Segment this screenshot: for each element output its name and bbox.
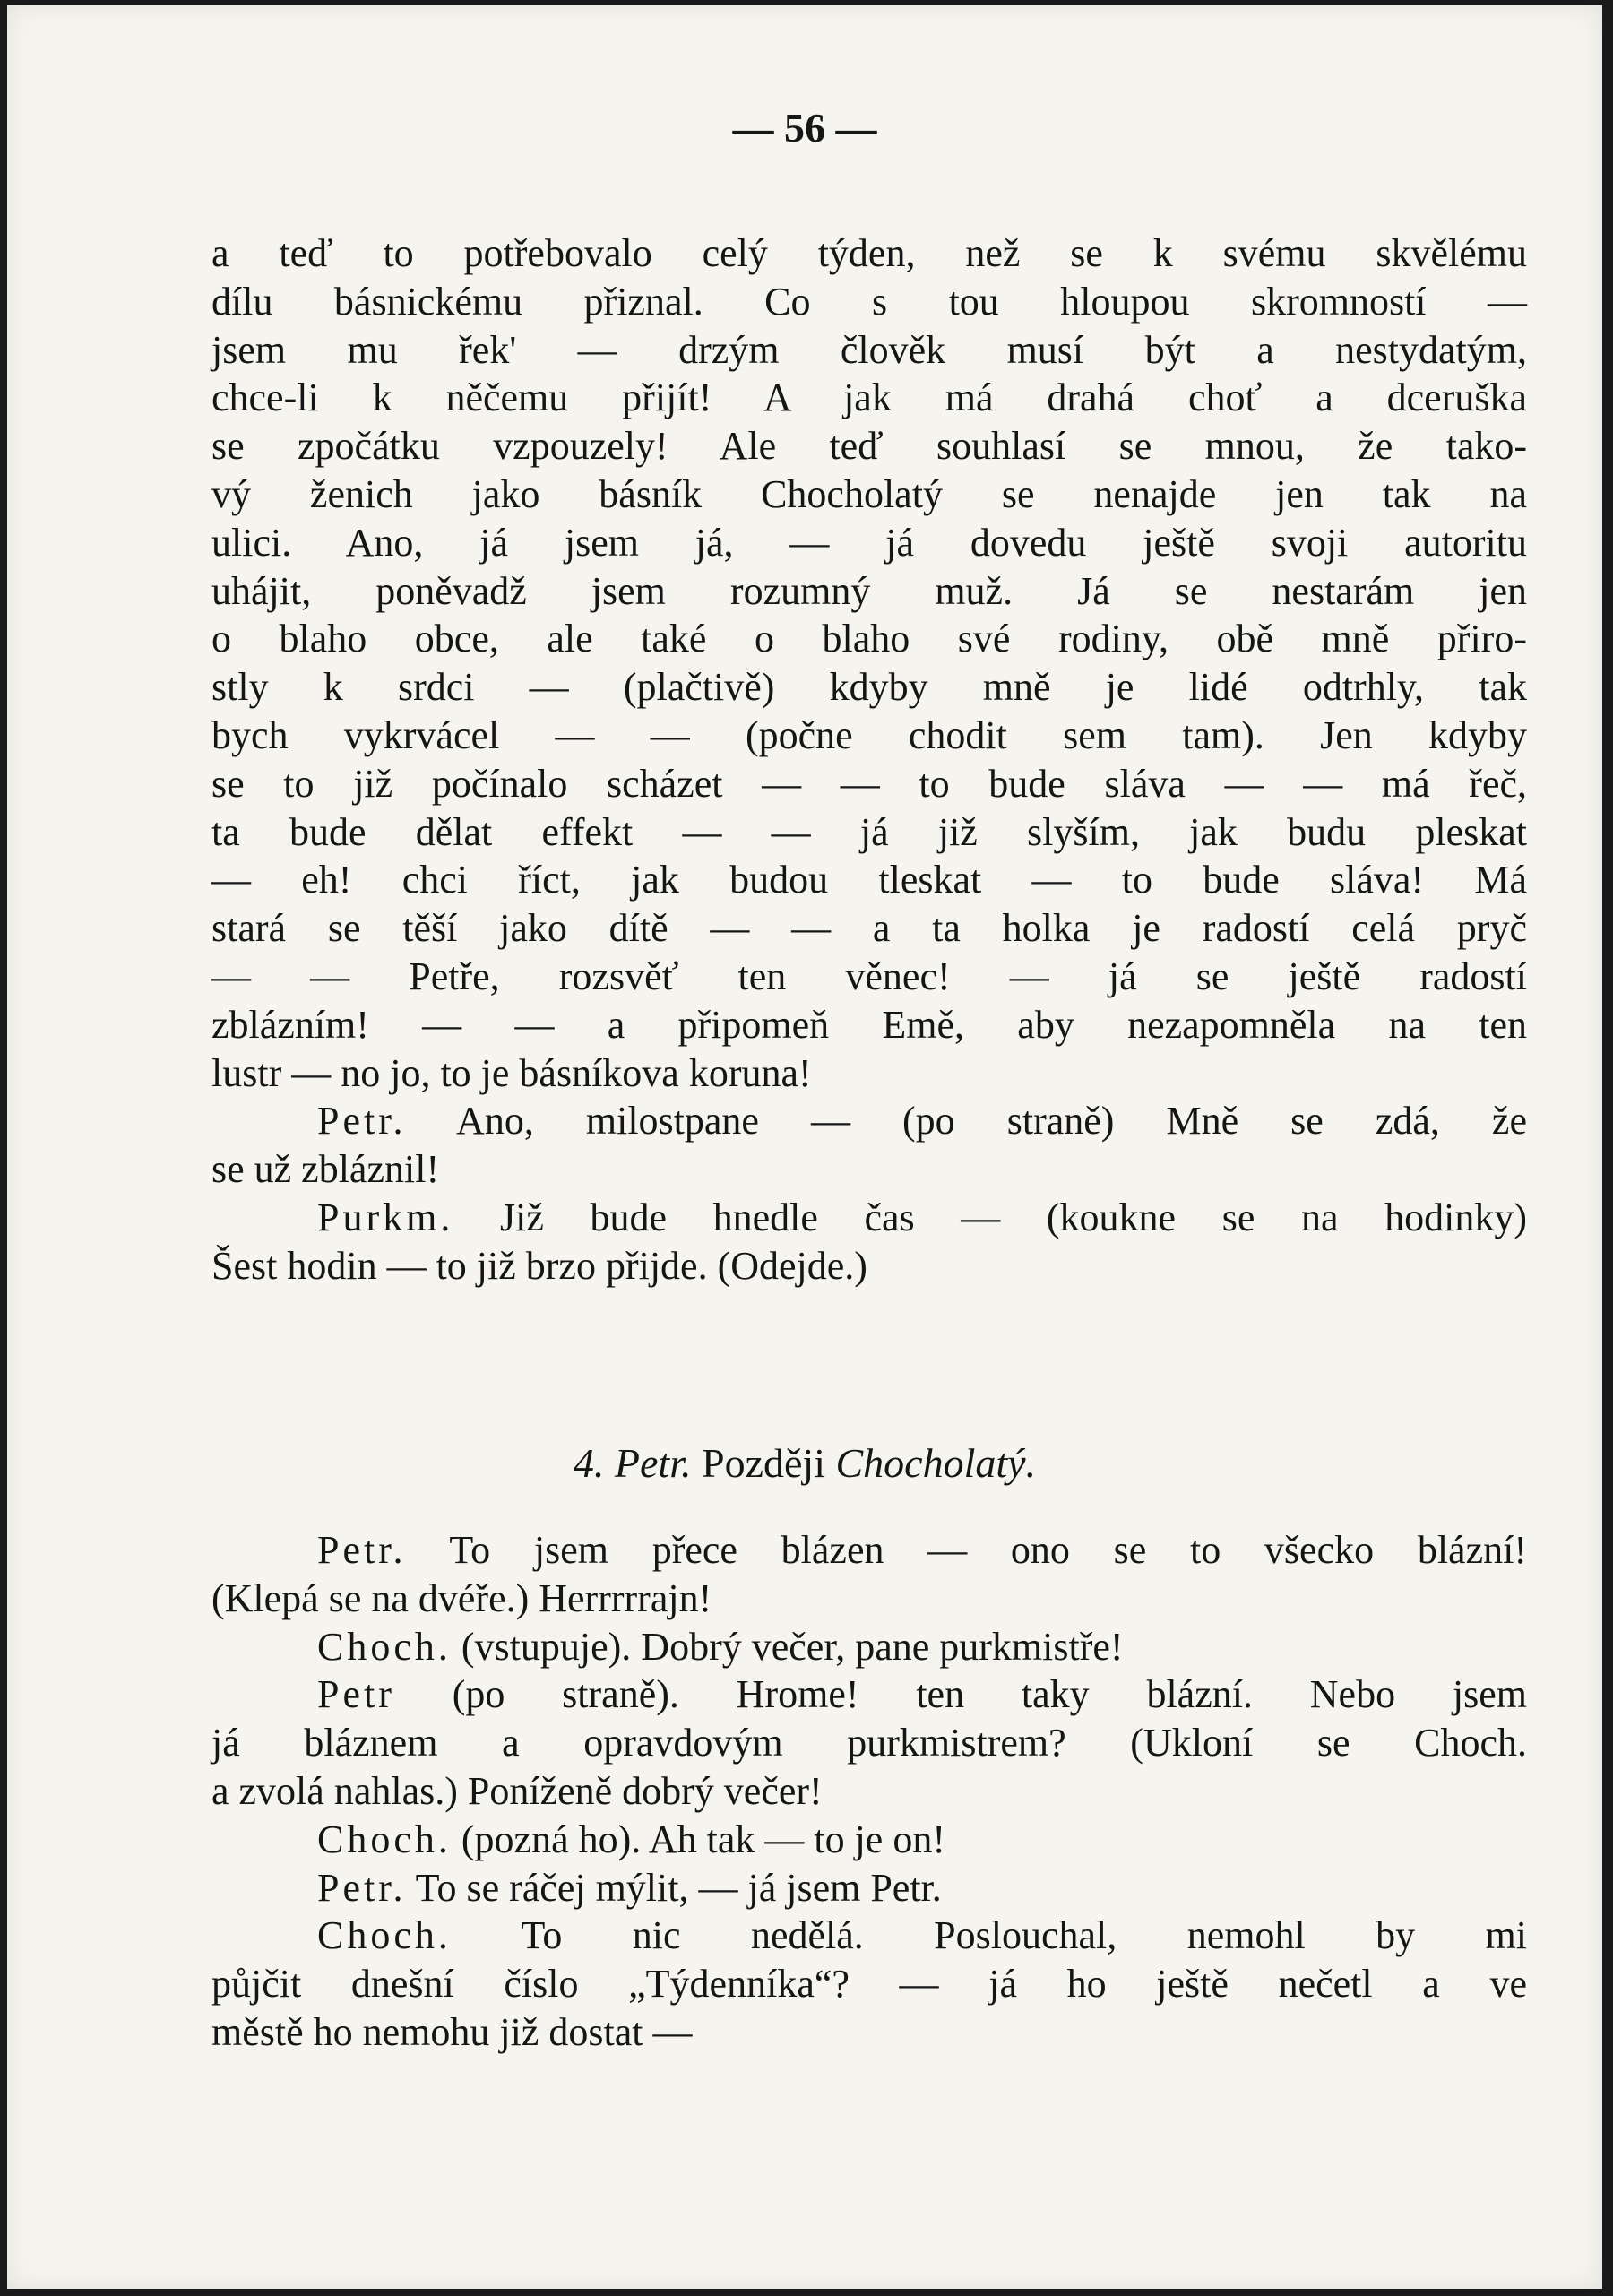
line-text: půjčit dnešní číslo „Týdenníka“? — já ho ještě nečetl a ve	[211, 1962, 1527, 2007]
speaker-name: Petr.	[317, 1528, 407, 1572]
line-text: — eh! chci říct, jak budou tleskat — to bude sláva! Má	[211, 858, 1527, 902]
line-text: zblázním! — — a připomeň Emě, aby nezapomněla na ten	[211, 1002, 1527, 1047]
text-line	[211, 808, 1527, 857]
text-line	[211, 1049, 1527, 1098]
text-block-dialogue	[211, 1526, 1527, 2057]
line-text: o blaho obce, ale také o blaho své rodiny, obě mně přiro-	[211, 617, 1527, 661]
line-text: (Klepá se na dvéře.) Herrrrrajn!	[211, 1575, 712, 1620]
speaker-name: Choch.	[317, 1817, 452, 1861]
text-block-monologue	[211, 229, 1527, 1290]
text-line	[211, 1719, 1527, 1767]
text-line	[211, 904, 1527, 953]
text-line	[211, 1242, 1527, 1290]
speaker-name: Petr	[317, 1672, 395, 1717]
text-line	[211, 326, 1527, 375]
text-line	[211, 760, 1527, 808]
line-text: — — Petře, rozsvěť ten věnec! — já se ještě radostí	[211, 954, 1527, 998]
line-text: Již bude hnedle čas — (koukne se na hodinky)	[453, 1195, 1527, 1239]
page-number: — 56 —	[732, 105, 877, 151]
line-text: To jsem přece blázen — ono se to všecko blázní!	[406, 1528, 1527, 1572]
scene-heading	[7, 1439, 1602, 1487]
scene-character-petr: Petr.	[614, 1440, 692, 1486]
line-text: jsem mu řek' — drzým člověk musí být a nestydatým,	[211, 327, 1527, 372]
line-text: dílu básnickému přiznal. Co s tou hloupou skromností —	[211, 279, 1527, 324]
scene-number: 4.	[573, 1440, 605, 1486]
scene-character-chocholaty: Chocholatý.	[835, 1440, 1037, 1486]
line-text: (vstupuje). Dobrý večer, pane purkmistře!	[451, 1624, 1124, 1669]
line-text: já bláznem a opravdovým purkmistrem? (Ukloní se Choch.	[211, 1721, 1527, 1765]
text-line	[211, 470, 1527, 519]
text-line	[211, 1670, 1527, 1719]
line-text: a teď to potřebovalo celý týden, než se k svému skvělému	[211, 231, 1527, 275]
text-line	[211, 1912, 1527, 1960]
line-text: (pozná ho). Ah tak — to je on!	[451, 1817, 945, 1861]
line-text: bych vykrvácel — — (počne chodit sem tam). Jen kdyby	[211, 712, 1527, 757]
text-line	[211, 519, 1527, 567]
text-line	[211, 1623, 1527, 1671]
scene-later: Později	[702, 1440, 825, 1486]
text-line	[211, 374, 1527, 422]
speaker-name: Purkm.	[317, 1195, 454, 1239]
speaker-name: Choch.	[317, 1913, 452, 1958]
line-text: lustr — no jo, to je básníkova koruna!	[211, 1050, 812, 1095]
speaker-name: Petr.	[317, 1099, 407, 1144]
line-text: městě ho nemohu již dostat —	[211, 2009, 693, 2054]
line-text: ta bude dělat effekt — — já již slyším, jak budu pleskat	[211, 809, 1527, 854]
line-text: To nic nedělá. Poslouchal, nemohl by mi	[451, 1913, 1527, 1958]
text-line	[211, 1816, 1527, 1864]
text-line	[211, 856, 1527, 904]
speaker-name: Petr.	[317, 1865, 407, 1910]
line-text: To se ráčej mýlit, — já jsem Petr.	[406, 1865, 942, 1910]
text-line	[211, 712, 1527, 760]
speaker-name: Choch.	[317, 1624, 452, 1669]
text-line	[211, 1526, 1527, 1575]
line-text: se zpočátku vzpouzely! Ale teď souhlasí se mnou, že tako-	[211, 424, 1527, 469]
line-text: ulici. Ano, já jsem já, — já dovedu ještě svoji autoritu	[211, 520, 1527, 565]
line-text: vý ženich jako básník Chocholatý se nenajde jen tak na	[211, 471, 1527, 516]
line-text: Šest hodin — to již brzo přijde. (Odejde.)	[211, 1243, 867, 1288]
text-line	[211, 953, 1527, 1001]
text-line	[211, 1145, 1527, 1194]
line-text: chce-li k něčemu přijít! A jak má drahá choť a dceruška	[211, 375, 1527, 420]
line-text: (po straně). Hrome! ten taky blázní. Nebo jsem	[394, 1672, 1527, 1717]
line-text: se už zbláznil!	[211, 1147, 440, 1192]
book-page	[7, 5, 1602, 2289]
text-line	[211, 1575, 1527, 1623]
text-line	[211, 2008, 1527, 2057]
text-line	[211, 229, 1527, 278]
text-line	[211, 615, 1527, 663]
line-text: uhájit, poněvadž jsem rozumný muž. Já se nestarám jen	[211, 568, 1527, 613]
line-text: se to již počínalo scházet — — to bude sláva — — má řeč,	[211, 761, 1527, 806]
text-line	[211, 1960, 1527, 2008]
text-line	[211, 1194, 1527, 1242]
line-text: a zvolá nahlas.) Poníženě dobrý večer!	[211, 1768, 823, 1813]
text-line	[211, 663, 1527, 712]
line-text: stly k srdci — (plačtivě) kdyby mně je lidé odtrhly, tak	[211, 665, 1527, 710]
text-line	[211, 1097, 1527, 1145]
text-line	[211, 1001, 1527, 1049]
text-line	[211, 1767, 1527, 1816]
text-line	[211, 422, 1527, 470]
text-line	[211, 278, 1527, 326]
text-line	[211, 1864, 1527, 1912]
line-text: Ano, milostpane — (po straně) Mně se zdá, že	[406, 1099, 1527, 1144]
text-line	[211, 567, 1527, 616]
line-text: stará se těší jako dítě — — a ta holka je radostí celá pryč	[211, 906, 1527, 951]
